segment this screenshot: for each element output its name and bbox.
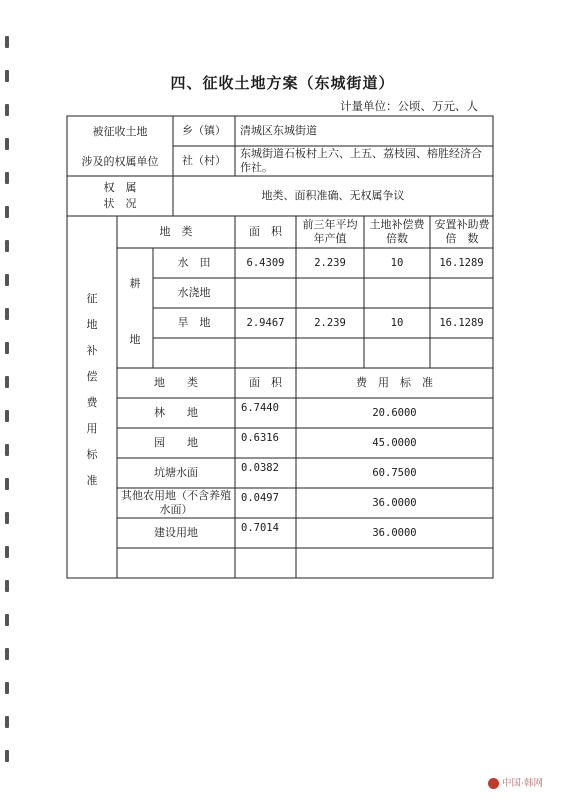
other-row-standard: 20.6000 (372, 407, 417, 419)
compensation-char: 偿 (86, 370, 98, 383)
town-value: 清城区东城街道 (240, 124, 317, 137)
seal-icon (488, 778, 499, 789)
arable-row-area: 2.9467 (246, 317, 285, 329)
arable-row-avg-output: 2.239 (314, 317, 346, 329)
other-row-standard: 36.0000 (372, 497, 417, 509)
arable-row-avg-output (296, 278, 364, 308)
arable-row-comp-multiple: 10 (390, 317, 404, 329)
arable-row-resettle-multiple: 16.1289 (439, 317, 484, 329)
compensation-char: 用 (86, 422, 98, 435)
other-row-area: 0.6316 (241, 432, 279, 444)
compensation-char: 准 (86, 474, 98, 487)
ownership-label-1: 权 属 (103, 181, 137, 194)
arable-row-type: 旱 地 (177, 316, 211, 329)
other-row-type: 坑塘水面 (154, 466, 198, 479)
document-title: 四、征收土地方案（东城街道） (170, 74, 395, 92)
compensation-char: 费 (86, 396, 98, 409)
other-row-standard: 60.7500 (372, 467, 417, 479)
other-row-area: 6.7440 (241, 402, 279, 414)
arable-row-avg-output: 2.239 (314, 257, 346, 269)
other-row-type: 林 地 (154, 406, 198, 419)
arable-header-resettle-multiple: 安置补助费倍 数 (434, 218, 490, 245)
other-row-area: 0.7014 (241, 522, 279, 534)
other-header-land-type: 地 类 (154, 376, 198, 389)
compensation-char: 补 (86, 344, 98, 357)
measurement-unit: 计量单位：公顷、万元、人 (340, 99, 478, 113)
other-header-area: 面 积 (249, 376, 282, 389)
arable-header-area: 面 积 (249, 225, 282, 238)
watermark-logo (488, 775, 543, 789)
other-row-standard: 36.0000 (372, 527, 417, 539)
other-row-type: 其他农用地（不含养殖水面） (121, 489, 231, 516)
ownership-value: 地类、面积准确、无权属争议 (261, 189, 405, 202)
ownership-label-2: 状 况 (103, 197, 137, 210)
arable-row-type: 水浇地 (177, 286, 211, 299)
arable-header-land-type: 地 类 (159, 225, 193, 238)
watermark-text: 中国·韩网 (502, 778, 544, 789)
village-value: 东城街道石板村上六、上五、荔枝园、榕胜经济合作社。 (240, 147, 482, 174)
other-row-standard: 45.0000 (372, 437, 417, 449)
compensation-char: 征 (86, 292, 98, 305)
arable-row-area (235, 278, 296, 308)
arable-row-type: 水 田 (177, 256, 211, 269)
arable-header-comp-multiple: 土地补偿费倍数 (369, 218, 425, 245)
town-label: 乡（镇） (182, 124, 226, 137)
owner-label: 涉及的权属单位 (81, 155, 159, 168)
village-label: 社（村） (182, 154, 226, 167)
other-row-type: 建设用地 (154, 526, 198, 539)
compensation-char: 标 (86, 448, 98, 461)
compensation-label (84, 286, 100, 494)
arable-group-char: 地 (129, 333, 141, 346)
other-row-area: 0.0497 (241, 492, 279, 504)
arable-group-char: 耕 (129, 277, 141, 290)
arable-header-avg-output: 前三年平均年产值 (302, 218, 358, 245)
other-row-type: 园 地 (154, 436, 198, 449)
other-header-standard: 费 用 标 准 (356, 376, 433, 389)
arable-row-resettle-multiple (430, 278, 493, 308)
arable-row-comp-multiple (364, 278, 430, 308)
arable-row-area: 6.4309 (246, 257, 285, 269)
land-label: 被征收土地 (92, 125, 148, 138)
arable-row-resettle-multiple: 16.1289 (439, 257, 484, 269)
compensation-char: 地 (86, 318, 98, 331)
other-row-area: 0.0382 (241, 462, 279, 474)
arable-row-comp-multiple: 10 (390, 257, 404, 269)
